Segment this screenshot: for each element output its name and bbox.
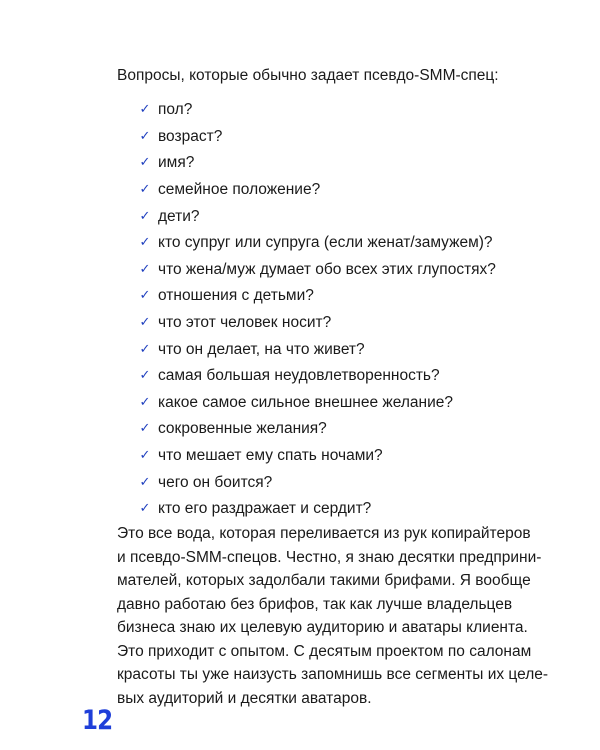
paragraph-line: Это все вода, которая переливается из рук копирайтеров [117, 525, 531, 542]
checkmark-icon: ✓ [139, 368, 151, 384]
checklist-item-text: возраст? [158, 127, 223, 145]
checkmark-icon: ✓ [139, 182, 151, 198]
checklist-item-text: дети? [158, 207, 200, 225]
checklist-item-text: что жена/муж думает обо всех этих глупостях? [158, 260, 496, 278]
questions-checklist [138, 97, 558, 523]
checkmark-icon: ✓ [139, 341, 151, 357]
checklist-item [138, 469, 558, 496]
checklist-item [138, 310, 558, 337]
page-number: 12 [82, 705, 113, 736]
checklist-item [138, 124, 558, 151]
checklist-item-text: что этот человек носит? [158, 314, 332, 332]
checklist-item [138, 363, 558, 390]
checkmark-icon: ✓ [139, 448, 151, 464]
checklist-item [138, 416, 558, 443]
checkmark-icon: ✓ [139, 261, 151, 277]
checklist-item [138, 443, 558, 470]
checklist-item [138, 203, 558, 230]
intro-text: Вопросы, которые обычно задает псевдо-SMM-спец: [117, 67, 499, 84]
checklist-item [138, 150, 558, 177]
checklist-item-text: кто супруг или супруга (если женат/замужем)? [158, 234, 493, 252]
checkmark-icon: ✓ [139, 474, 151, 490]
checklist-item [138, 230, 558, 257]
paragraph-line: и псевдо-SMM-спецов. Честно, я знаю десятки предприни- [117, 548, 542, 566]
checkmark-icon: ✓ [139, 235, 151, 251]
checkmark-icon: ✓ [139, 394, 151, 410]
checklist-item [138, 97, 558, 124]
paragraph-line: бизнеса знаю их целевую аудиторию и аватары клиента. [117, 619, 528, 636]
checklist-item-text: семейное положение? [158, 181, 321, 199]
checklist-item [138, 257, 558, 284]
checklist-item [138, 390, 558, 417]
checklist-item-text: что он делает, на что живет? [158, 340, 365, 358]
checklist-item-text: кто его раздражает и сердит? [158, 500, 372, 518]
checkmark-icon: ✓ [139, 501, 151, 517]
checklist-item-text: какое самое сильное внешнее желание? [158, 393, 454, 411]
checklist-item-text: пол? [158, 101, 193, 119]
checklist-item-text: имя? [158, 154, 195, 172]
paragraph-line: красоты ты уже наизусть запомнишь все сегменты их целе- [117, 666, 549, 683]
checkmark-icon: ✓ [139, 421, 151, 437]
checklist-item [138, 336, 558, 363]
checklist-item-text: отношения с детьми? [158, 287, 314, 305]
paragraph-line: давно работаю без брифов, так как лучше владельцев [117, 595, 513, 613]
checkmark-icon: ✓ [139, 128, 151, 144]
checklist-item [138, 283, 558, 310]
checkmark-icon: ✓ [139, 102, 151, 118]
checkmark-icon: ✓ [139, 155, 151, 171]
paragraph-line: вых аудиторий и десятки аватаров. [117, 689, 372, 707]
body-paragraph [117, 522, 549, 710]
checklist-item [138, 496, 558, 523]
checklist-item [138, 177, 558, 204]
checklist-item-text: самая большая неудовлетворенность? [158, 367, 440, 385]
checkmark-icon: ✓ [139, 315, 151, 331]
checklist-item-text: что мешает ему спать ночами? [158, 447, 383, 465]
paragraph-line: мателей, которых задолбали такими брифами. Я вообще [117, 572, 531, 589]
checklist-item-text: чего он боится? [158, 473, 273, 491]
paragraph-line: Это приходит с опытом. С десятым проектом по салонам [117, 642, 532, 660]
checkmark-icon: ✓ [139, 288, 151, 304]
checklist-item-text: сокровенные желания? [158, 420, 327, 438]
checkmark-icon: ✓ [139, 208, 151, 224]
